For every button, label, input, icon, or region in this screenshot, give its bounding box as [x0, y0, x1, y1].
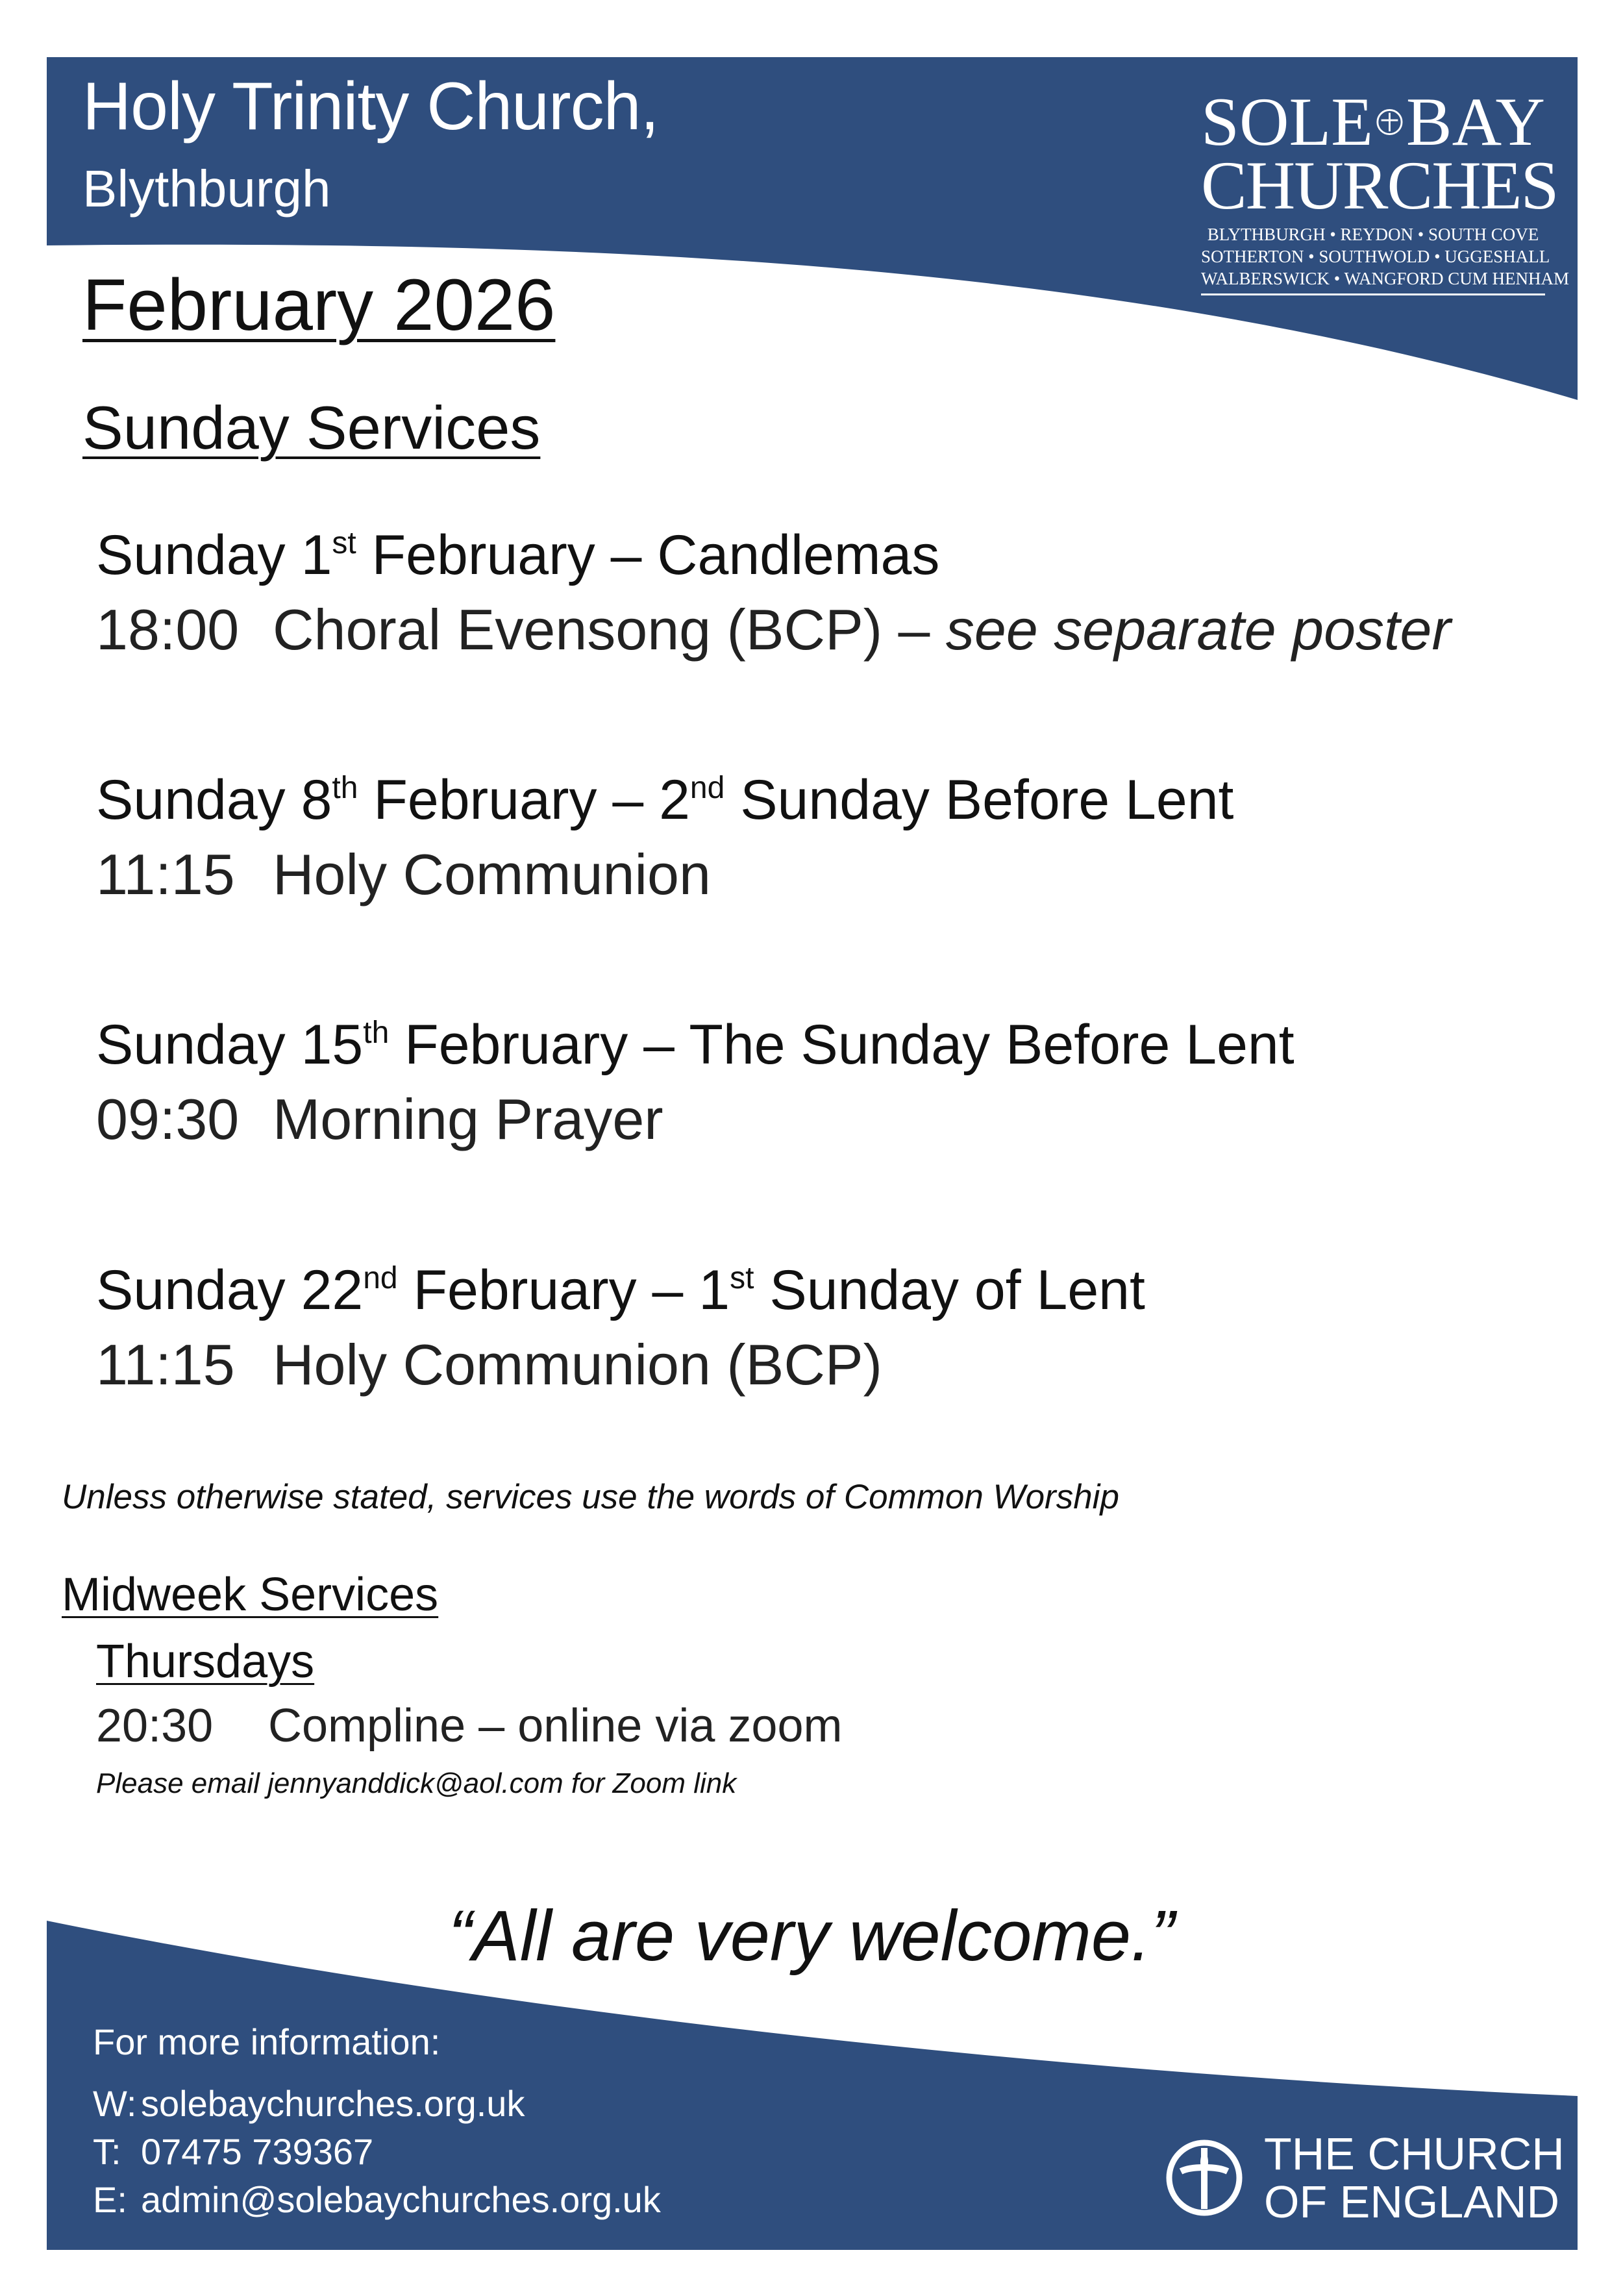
church-of-england-cross-icon [1165, 2139, 1243, 2217]
church-name: Holy Trinity Church, [82, 69, 659, 144]
logo-places-line: WALBERSWICK • WANGFORD CUM HENHAM [1201, 269, 1569, 288]
zoom-email-note: Please email jennyanddick@aol.com for Zoom link [96, 1767, 737, 1799]
service-day: Sunday 8th February – 2nd Sunday Before Lent [96, 769, 1234, 831]
email-link[interactable]: admin@solebaychurches.org.uk [141, 2179, 661, 2220]
church-of-england-wordmark: THE CHURCH OF ENGLAND [1264, 2128, 1565, 2227]
welcome-quote: “All are very welcome.” [448, 1896, 1175, 1976]
service-time: 18:00 Choral Evensong (BCP) – see separate poster [96, 597, 1451, 662]
footer-email: E: admin@solebaychurches.org.uk [93, 2179, 661, 2220]
service-day: Sunday 15th February – The Sunday Before Lent [96, 1014, 1295, 1076]
service-day: Sunday 1st February – Candlemas [96, 524, 940, 586]
service-day: Sunday 22nd February – 1st Sunday of Lent [96, 1259, 1145, 1321]
service-time: 20:30 [96, 1700, 214, 1752]
service-time: 09:30 Morning Prayer [96, 1087, 663, 1151]
logo-word-bay: BAY [1406, 84, 1545, 160]
service-item [96, 1009, 1295, 1158]
church-place: Blythburgh [82, 160, 331, 218]
month-heading: February 2026 [82, 264, 556, 345]
service-item [96, 519, 1451, 669]
service-time: 11:15 Holy Communion [96, 842, 711, 906]
thursdays-heading: Thursdays [96, 1636, 315, 1688]
logo-word-churches: CHURCHES [1201, 147, 1558, 223]
service-title: Compline – online via zoom [268, 1700, 843, 1752]
service-item [96, 764, 1233, 914]
common-worship-note: Unless otherwise stated, services use the words of Common Worship [62, 1478, 1119, 1516]
church-of-england-logo [1165, 2130, 1565, 2226]
telephone-number[interactable]: 07475 739367 [141, 2131, 374, 2172]
logo-place-list [1201, 223, 1569, 290]
footer-telephone: T: 07475 739367 [93, 2131, 374, 2172]
footer-website: W: solebaychurches.org.uk [93, 2083, 525, 2124]
logo-word-sole: SOLE [1201, 84, 1373, 160]
logo-underline [1201, 293, 1545, 295]
logo-places-line: BLYTHBURGH • REYDON • SOUTH COVE [1207, 225, 1539, 244]
website-link[interactable]: solebaychurches.org.uk [141, 2083, 525, 2124]
compline-service [96, 1699, 842, 1753]
sole-bay-churches-logo [1201, 84, 1569, 295]
service-time: 11:15 Holy Communion (BCP) [96, 1332, 882, 1397]
service-item [96, 1254, 1145, 1404]
cross-in-circle-icon [1376, 103, 1404, 141]
logo-places-line: SOTHERTON • SOUTHWOLD • UGGESHALL [1201, 247, 1550, 266]
midweek-services-heading: Midweek Services [62, 1569, 439, 1621]
footer-info-label: For more information: [93, 2021, 441, 2062]
logo-wordmark-line1 [1201, 84, 1545, 160]
sunday-services-heading: Sunday Services [82, 393, 541, 462]
